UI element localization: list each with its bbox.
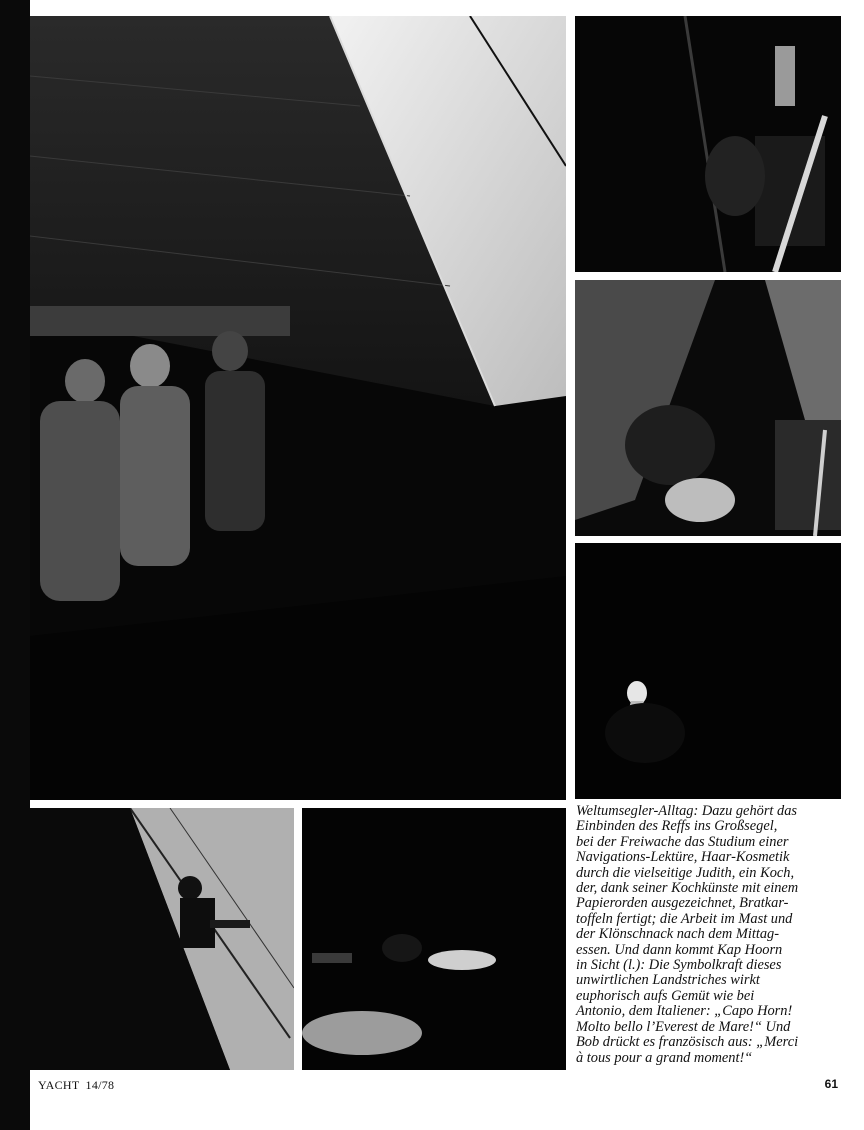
caption-line: bei der Freiwache das Studium einer	[576, 833, 789, 850]
caption-line: euphorisch aufs Gemüt wie bei	[576, 987, 755, 1004]
photo-cape-horn-mast	[30, 808, 294, 1070]
caption-line: Einbinden des Reffs ins Großsegel,	[576, 818, 778, 835]
caption-line: Papierorden ausgezeichnet, Bratkar-	[576, 895, 789, 912]
caption-line: Weltumsegler-Alltag: Dazu gehört das	[576, 803, 798, 819]
photo-mast-work	[575, 16, 841, 272]
caption-line: Navigations-Lektüre, Haar-Kosmetik	[576, 849, 790, 866]
caption-line: Antonio, dem Italiener: „Capo Horn!	[576, 1003, 793, 1020]
caption-line: Molto bello l’Everest de Mare!“ Und	[576, 1018, 791, 1035]
caption-line: der, dank seiner Kochkünste mit einem	[576, 880, 799, 897]
caption-line: à tous pour a grand moment!“	[576, 1049, 753, 1066]
issue-number: 14/78	[85, 1078, 115, 1092]
page-number: 61	[824, 1077, 838, 1091]
caption-line: toffeln fertigt; die Arbeit im Mast und	[576, 910, 793, 927]
caption-line: der Klönschnack nach dem Mittag-	[576, 926, 780, 943]
photo-caption	[576, 804, 838, 1066]
caption-line: essen. Und dann kommt Kap Hoorn	[576, 941, 783, 958]
page-scan-edge	[0, 0, 30, 1130]
caption-line: Bob drückt es französisch aus: „Merci	[576, 1034, 799, 1051]
photo-navigation-reading	[575, 280, 841, 536]
caption-line: durch die vielseitige Judith, ein Koch,	[576, 864, 795, 881]
caption-line: in Sicht (l.): Die Symbolkraft dieses	[576, 957, 782, 974]
running-footer	[38, 1078, 114, 1093]
photo-cook-paper-medal	[575, 543, 841, 799]
caption-line: unwirtlichen Landstriches wirkt	[576, 972, 760, 989]
magazine-name: YACHT	[38, 1078, 80, 1092]
photo-reefing-mainsail	[30, 16, 566, 800]
photo-after-lunch-chat	[302, 808, 566, 1070]
